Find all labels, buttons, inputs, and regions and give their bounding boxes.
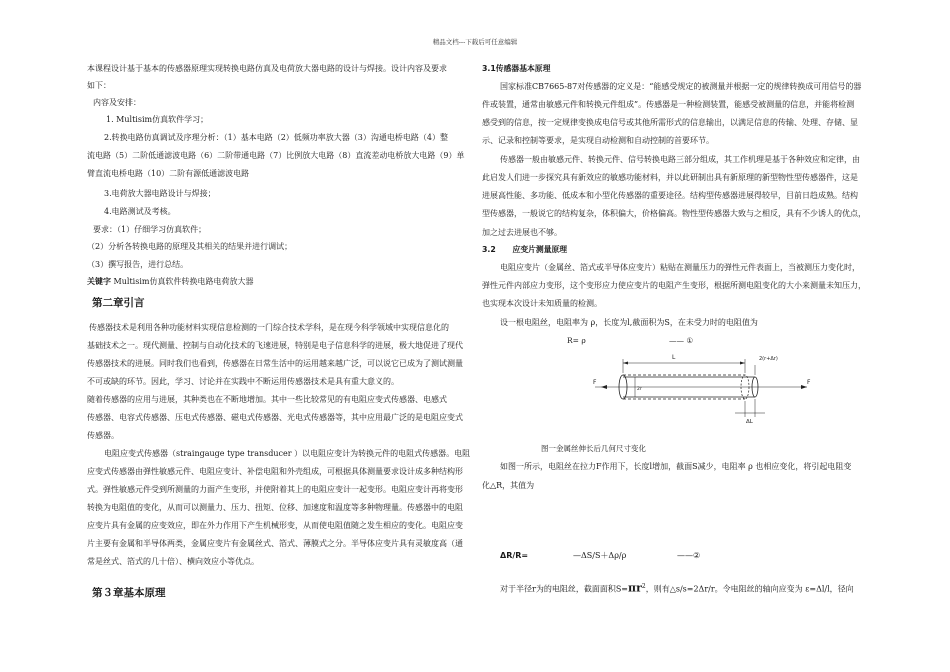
content-item-1: 1. Multisim仿真软件学习； xyxy=(106,115,209,124)
content-item-2: 2.转换电路仿真调试及序理分析：（1）基本电路（2）低频功率放大器（3）沟通电桥电路（4）整 xyxy=(104,133,448,142)
para-3-line-4: 转换为电阻值的变化，从而可以测量力、压力、扭矩、位移、加速度和温度等多种物理量。传感器中的电阻 xyxy=(87,503,463,512)
para-3-line-2: 应变式传感器由弹性敏感元件、电阻应变计、补偿电阻和外壳组成，可根据具体测量要求设计成多种结构形 xyxy=(87,467,463,476)
s31-para-1-line-2: 件或装置，通常由敏感元件和转换元件组成”。传感器是一种检测装置，能感受被测量的信息，并能将检测 xyxy=(482,100,855,109)
para-1-line-4: 不可或缺的环节。因此，学习、讨论并在实践中不断运用传感器技术是具有重大意义的。 xyxy=(87,377,399,386)
s32-para-4 xyxy=(500,582,854,595)
page-header: 精品文档---下载后可任意编辑 xyxy=(432,38,518,46)
section-3-2-heading xyxy=(482,245,567,255)
content-item-2-cont2: 臂直流电桥电路（10）二阶有源低通滤波电路 xyxy=(87,169,250,178)
figure-label-L: L xyxy=(672,354,676,361)
s32-para-4-post: ，则有△s/s=2Δr/r。令电阻丝的轴向应变为 ε=Δl/l，径向 xyxy=(645,584,854,594)
para-3-line-6: 片主要有金属和半导体两类，金属应变片有金属丝式、箔式、薄膜式之分。半导体应变片具有灵敏度高（通 xyxy=(87,539,463,548)
s31-para-2-line-3: 进展高性能、多功能、低成本和小型化传感器的重要途径。结构型传感器进展得较早，目前日趋成熟。结构 xyxy=(482,191,858,200)
s31-para-2-line-4: 型传感器，一般说它的结构复杂，体积偏大，价格偏高。物性型传感器大致与之相反，具有不少诱人的优点， xyxy=(482,209,866,218)
s31-para-1-line-3: 感受到的信息，按一定规律变换成电信号或其他所需形式的信息输出，以满足信息的传输、处理、存储、显 xyxy=(482,118,858,127)
equation-2-lhs: ΔR/R= xyxy=(500,551,529,560)
figure-label-F-left: F xyxy=(593,379,597,386)
content-item-2-cont: 流电路（5）二阶低通滤波电路（6）二阶带通电路（7）比例放大电路（8）直流差动电桥放大电路（9）单 xyxy=(87,151,465,160)
para-1-line-2: 基础技术之一。现代测量、控制与自动化技术的飞速进展，特别是电子信息科学的进展，极大地促进了现代 xyxy=(87,341,463,350)
content-item-3: 3.电荷放大器电路设计与焊接； xyxy=(104,189,216,198)
keywords-label: 关键字 xyxy=(87,277,111,286)
s32-para-4-pre: 对于半径r为的电阻丝，截面面积S= xyxy=(500,584,629,594)
intro-line-2: 如下： xyxy=(87,81,111,90)
wire-stretch-figure xyxy=(595,345,815,425)
para-3-line-1: 电阻应变式传感器（straingauge type transducer ）以电阻应变计为转换元件的电阻式传感器。电阻 xyxy=(104,449,471,458)
para-3-line-7: 常是丝式、箔式的几十倍）、横向效应小等优点。 xyxy=(87,557,259,566)
equation-2-rhs: —ΔS/S＋Δρ/ρ xyxy=(573,551,627,560)
content-label: 内容及安排： xyxy=(93,98,141,107)
figure-label-2r: 2r xyxy=(637,387,642,392)
chapter-3-title: 第３章基本原理 xyxy=(92,587,166,599)
intro-line-1: 本课程设计基于基本的传感器原理实现转换电路仿真及电荷放大器电路的设计与焊接。设计内容及要求 xyxy=(87,64,447,73)
keywords-text: Multisim仿真软件转换电路电荷放大器 xyxy=(113,277,254,286)
equation-1-number: —— ① xyxy=(669,336,694,345)
requirement-2: （2）分析各转换电路的原理及其相关的结果并进行调试； xyxy=(87,242,293,251)
requirement-3: （3）撰写报告，进行总结。 xyxy=(87,260,189,269)
figure-label-2r-delta: 2(r+Δr) xyxy=(759,356,778,362)
s32-para-1-line-3: 也实现本次设计未知质量的检测。 xyxy=(482,299,602,308)
s32-para-3-line-1: 如图一所示，电阻丝在拉力F作用下，长度l增加，截面S减少，电阻率 ρ 也相应变化，将引起电阻变 xyxy=(500,462,852,471)
section-3-1-title: 3.1传感器基本原理 xyxy=(482,64,551,73)
s31-para-2-line-2: 此启发人们进一步探究具有新效应的敏感功能材料，并以此研制出具有新原理的新型物性型传感器件，这是 xyxy=(482,173,858,182)
para-3-line-5: 应变片具有金属的应变效应，即在外力作用下产生机械形变，从而使电阻值随之发生相应的变化。电阻应变 xyxy=(87,521,463,530)
s31-para-1-line-4: 示、记录和控制等要求，是实现自动检测和自动控制的首要环节。 xyxy=(482,136,714,145)
s32-para-1-line-1: 电阻应变片（金属丝、箔式或半导体应变片）粘贴在测量压力的弹性元件表面上，当被测压力变化时， xyxy=(500,263,860,272)
para-1-line-3: 传感器技术的进展。同时我们也看到，传感器在日常生活中的运用越来越广泛，可以说它已成为了测试测量 xyxy=(87,359,463,368)
section-3-2-title: 应变片测量原理 xyxy=(512,245,568,254)
s32-para-1-line-2: 弹性元件内部应力变形，这个变形应力使应变片的电阻产生变形，根据所测电阻变化的大小来测量未知压力， xyxy=(482,281,866,290)
pi-r-symbol: πr xyxy=(628,581,642,595)
para-2-line-2: 传感器、电容式传感器、压电式传感器、磁电式传感器、光电式传感器等，其中应用最广泛的是电阻应变式 xyxy=(87,413,463,422)
equation-2-number: ——② xyxy=(677,551,701,560)
keywords-line xyxy=(87,277,253,287)
para-2-line-3: 传感器。 xyxy=(87,431,119,440)
pi-r-exponent: 2 xyxy=(641,583,646,590)
para-2-line-1: 随着传感器的应用与进展，其种类也在不断地增加。其中一些比较常见的有电阻应变式传感器、电感式 xyxy=(87,395,447,404)
s31-para-2-line-1: 传感器一般由敏感元件、转换元件、信号转换电路三部分组成，其工作机理是基于各种效应和定律，由 xyxy=(500,155,860,164)
para-3-line-3: 式。弹性敏感元件受到所测量的力面产生变形，并使附着其上的电阻应变计一起变形。电阻应变计再将变形 xyxy=(87,485,463,494)
content-item-4: 4.电路测试及考核。 xyxy=(104,207,176,216)
s31-para-2-line-5: 加之过去进展也不够。 xyxy=(482,228,562,237)
figure-label-delta-L: ΔL xyxy=(746,419,753,425)
figure-label-F-right: F xyxy=(807,379,811,386)
equation-1-lhs: R= ρ xyxy=(567,336,586,345)
section-3-2-number: 3.2 xyxy=(482,245,496,254)
s32-para-2: 设一根电阻丝，电阻率为 ρ，长度为l,截面积为S，在未受力时的电阻值为 xyxy=(500,318,758,327)
figure-caption: 图一金属丝伸长后几何尺寸变化 xyxy=(541,444,646,453)
s32-para-3-line-2: 化△R，其值为 xyxy=(482,481,535,490)
requirement-1: 要求：（1）仔细学习仿真软件； xyxy=(93,225,207,234)
para-1-line-1: 传感器技术是利用各种功能材料实现信息检测的一门综合技术学科，是在现今科学领域中实现信息化的 xyxy=(89,323,449,332)
s31-para-1-line-1: 国家标准CB7665-87对传感器的定义是：“能感受规定的被测量并根据一定的规律转换成可用信号的器 xyxy=(500,82,862,91)
chapter-2-title: 第二章引言 xyxy=(92,297,145,309)
